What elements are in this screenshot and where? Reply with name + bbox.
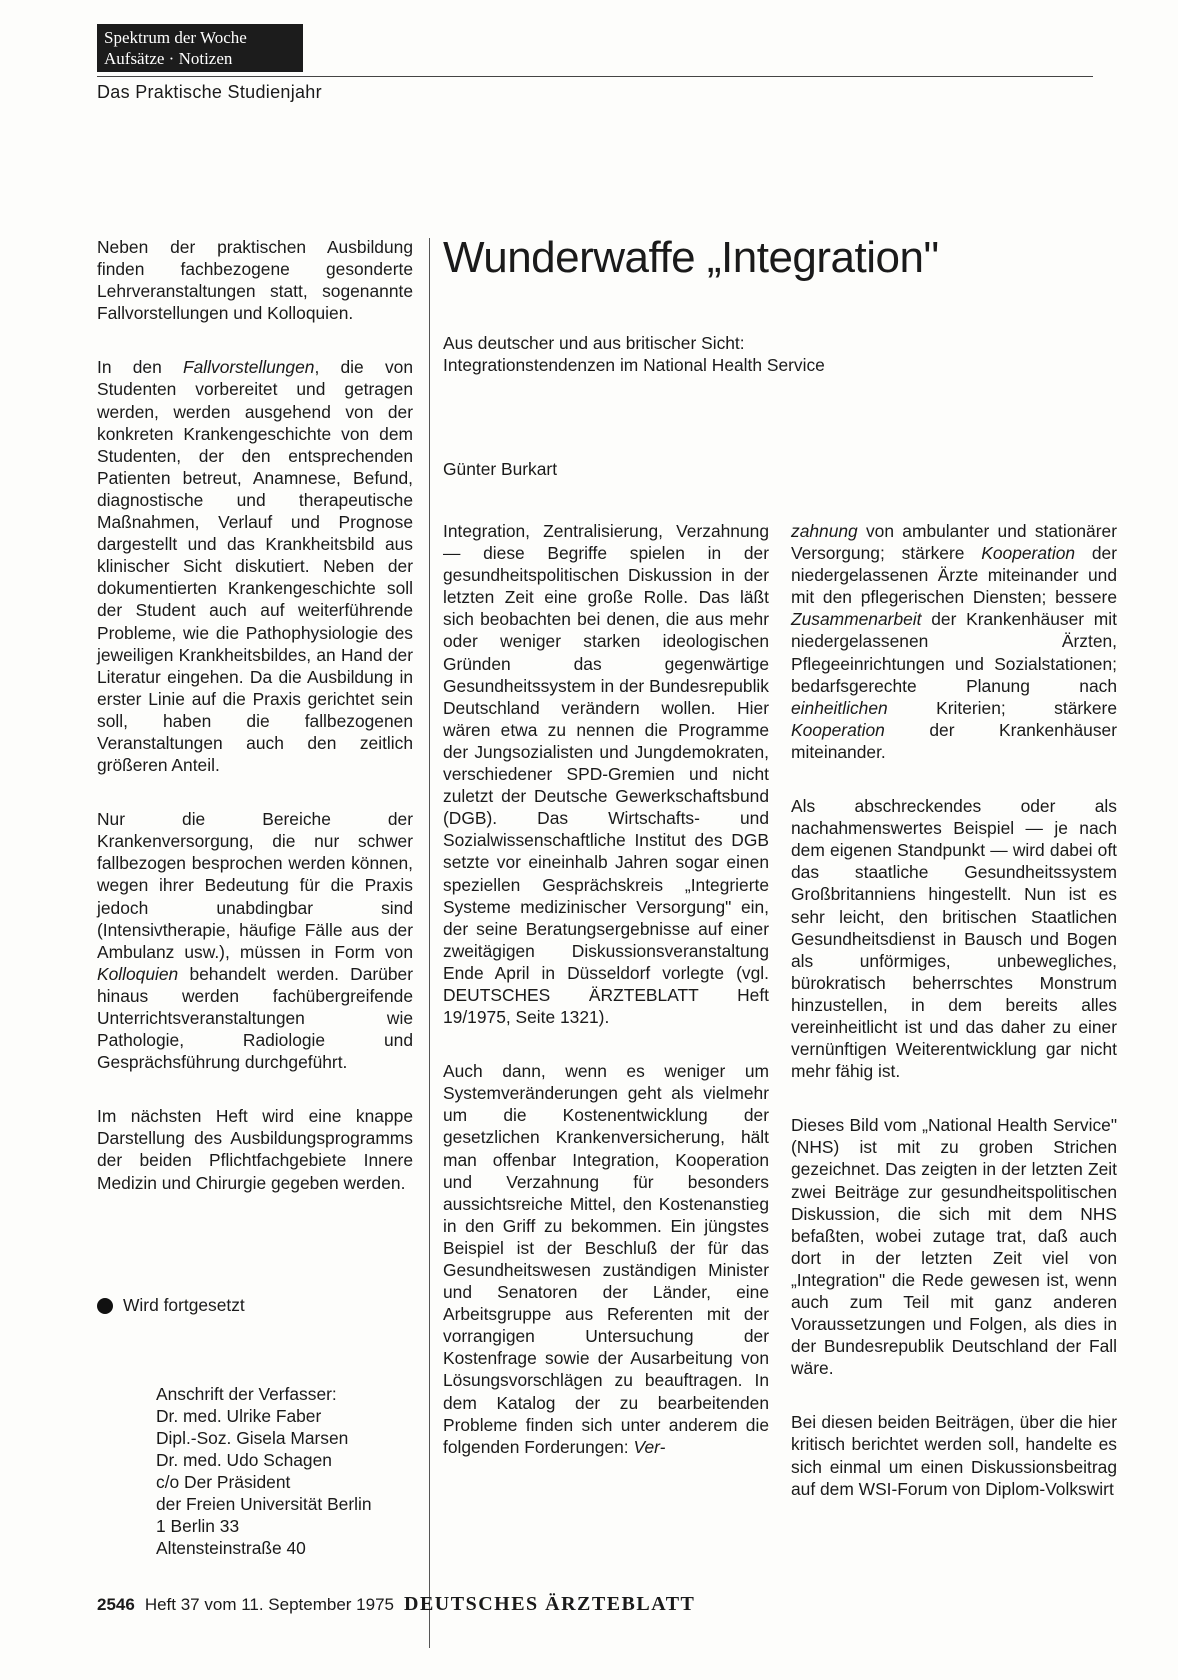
paragraph: In den Fallvorstellungen, die von Studenten vorbereitet und getragen werden, werden ausgehend von der konkreten Krankengeschichte von dem Studenten, der den entsprechenden Patienten betreut, Anamnese, Befund, diagnostische und therapeutische Maßnahmen, Verlauf und Prognose dargestellt und das Krankheitsbild aus klinischer Sicht diskutiert. Neben der dokumentierten Krankengeschichte soll der Student auch auf weiterführende Probleme, wie die Pathophysiologie des jeweiligen Krankheitsbildes, an Hand der Literatur eingehen. Da die Ausbildung in erster Linie auf die Praxis gerichtet sein soll, haben die fallbezogenen Veranstaltungen auch den zeitlich größeren Anteil. xyxy=(97,357,413,776)
section-title: Das Praktische Studienjahr xyxy=(97,82,322,102)
address-line: der Freien Universität Berlin xyxy=(156,1494,372,1514)
address-line: Dr. med. Ulrike Faber xyxy=(156,1406,322,1426)
article-headline: Wunderwaffe „Integration" xyxy=(443,233,939,282)
bullet-icon xyxy=(97,1298,113,1314)
continued-note xyxy=(97,1295,245,1316)
badge-line-2: Aufsätze · Notizen xyxy=(104,49,233,68)
address-line: Altensteinstraße 40 xyxy=(156,1538,306,1558)
paragraph: zahnung von ambulanter und stationärer Versorgung; stärkere Kooperation der niedergelassenen Ärzte miteinander und mit den pflegerischen Diensten; bessere Zusammenarbeit der Krankenhäuser mit niedergelassenen Ärzten, Pflegeeinrichtungen und Sozialstationen; bedarfsgerechte Planung nach einheitlichen Kriterien; stärkere Kooperation der Krankenhäuser miteinander. xyxy=(791,521,1118,762)
badge-line-1: Spektrum der Woche xyxy=(104,28,247,47)
paragraph: Nur die Bereiche der Krankenversorgung, die nur schwer fallbezogen besprochen werden können, wegen ihrer Bedeutung für die Praxis jedoch unabdingbar sind (Intensivtherapie, häufige Fälle aus der Ambulanz usw.), müssen in Form von Kolloquien behandelt werden. Darüber hinaus werden fachübergreifende Unterrichtsveranstaltungen wie Pathologie, Radiologie und Gesprächsführung durchgeführt. xyxy=(97,809,413,1073)
address-line: c/o Der Präsident xyxy=(156,1472,291,1492)
paragraph: Im nächsten Heft wird eine knappe Darstellung des Ausbildungsprogramms der beiden Pflichtfachgebiete Innere Medizin und Chirurgie gegeben werden. xyxy=(97,1106,413,1193)
author-address xyxy=(156,1383,372,1559)
page-footer xyxy=(97,1593,695,1616)
paragraph: Bei diesen beiden Beiträgen, über die hier kritisch berichtet werden soll, handelte es sich einmal um einen Diskussionsbeitrag auf dem WSI-Forum von Diplom-Volkswirt xyxy=(791,1412,1117,1499)
subtitle-line: Integrationstendenzen im National Health Service xyxy=(443,355,825,375)
paragraph: Dieses Bild vom „National Health Service" (NHS) ist mit zu groben Strichen gezeichnet. Das zeigten in der letzten Zeit zwei Beiträge zur gesundheitspolitischen Diskussion, die sich mit dem NHS befaßten, wobei zutage trat, daß auch dort in der letzten Zeit viel von „Integration" die Rede gewesen ist, wenn auch zum Teil mit ganz anderen Voraussetzungen und Folgen, als dies in der Bundesrepublik Deutschland der Fall wäre. xyxy=(791,1115,1117,1379)
continued-label: Wird fortgesetzt xyxy=(123,1295,245,1315)
journal-name: DEUTSCHES ÄRZTEBLATT xyxy=(404,1593,696,1615)
column-divider xyxy=(429,238,430,1648)
issue-info: Heft 37 vom 11. September 1975 xyxy=(144,1595,394,1614)
address-line: 1 Berlin 33 xyxy=(156,1516,240,1536)
article-author: Günter Burkart xyxy=(443,459,558,479)
address-line: Dipl.-Soz. Gisela Marsen xyxy=(156,1428,349,1448)
paragraph: Auch dann, wenn es weniger um Systemveränderungen geht als vielmehr um die Kostenentwicklung der gesetzlichen Krankenversicherung, hält man offenbar Integration, Kooperation und Verzahnung für besonders aussichtsreiche Mittel, den Kostenanstieg in den Griff zu bekommen. Ein jüngstes Beispiel ist der Beschluß der für das Gesundheitswesen zuständigen Minister und Senatoren der Länder, eine Arbeitsgruppe aus Referenten mit der vorrangigen Untersuchung der Kostenfrage sowie der Ausarbeitung von Lösungsvorschlägen zu beauftragen. In dem Katalog der zu bearbeitenden Probleme finden sich unter anderem die folgenden Forderungen: Ver- xyxy=(443,1061,769,1457)
paragraph: Integration, Zentralisierung, Verzahnung — diese Begriffe spielen in der gesundheitspolitischen Diskussion in der letzten Zeit eine große Rolle. Das läßt sich beobachten bei denen, die aus mehr oder weniger starken ideologischen Gründen das gegenwärtige Gesundheitssystem in der Bundesrepublik Deutschland verändern wollen. Hier wären etwa zu nennen die Programme der Jungsozialisten und Jungdemokraten, verschiedener SPD-Gremien und nicht zuletzt der Deutsche Gewerkschaftsbund (DGB). Das Wirtschafts- und Sozialwissenschaftliche Institut des DGB setzte vor eineinhalb Jahren sogar einen speziellen Gesprächskreis „Integrierte Systeme medizinischer Versorgung" ein, der seine Beratungsergebnisse auf einer zweitägigen Diskussionsveranstaltung Ende April in Düsseldorf vorlegte (vgl. DEUTSCHES ÄRZTEBLATT Heft 19/1975, Seite 1321). xyxy=(443,521,769,1028)
page-number: 2546 xyxy=(97,1595,135,1614)
left-column xyxy=(97,236,413,1226)
section-badge xyxy=(97,24,303,72)
article-subtitle xyxy=(443,332,825,376)
subtitle-line: Aus deutscher und aus britischer Sicht: xyxy=(443,333,745,353)
address-line: Dr. med. Udo Schagen xyxy=(156,1450,332,1470)
article-column-a xyxy=(443,520,769,1490)
article-column-b xyxy=(791,520,1117,1532)
paragraph: Als abschreckendes oder als nachahmenswertes Beispiel — je nach dem eigenen Standpunkt — wird dabei oft das staatliche Gesundheitssystem Großbritanniens hingestellt. Nun ist es sehr leicht, den britischen Staatlichen Gesundheitsdienst in Bausch und Bogen als unförmiges, unbewegliches, bürokratisch beherrschtes Monstrum hinzustellen, in dem bereits alles vereinheitlicht ist und das daher zu einer vernünftigen Weiterentwicklung gar nicht mehr fähig ist. xyxy=(791,796,1117,1082)
address-line: Anschrift der Verfasser: xyxy=(156,1384,337,1404)
header-rule xyxy=(97,76,1093,77)
paragraph: Neben der praktischen Ausbildung finden fachbezogene gesonderte Lehrveranstaltungen statt, sogenannte Fallvorstellungen und Kolloquien. xyxy=(97,237,413,324)
